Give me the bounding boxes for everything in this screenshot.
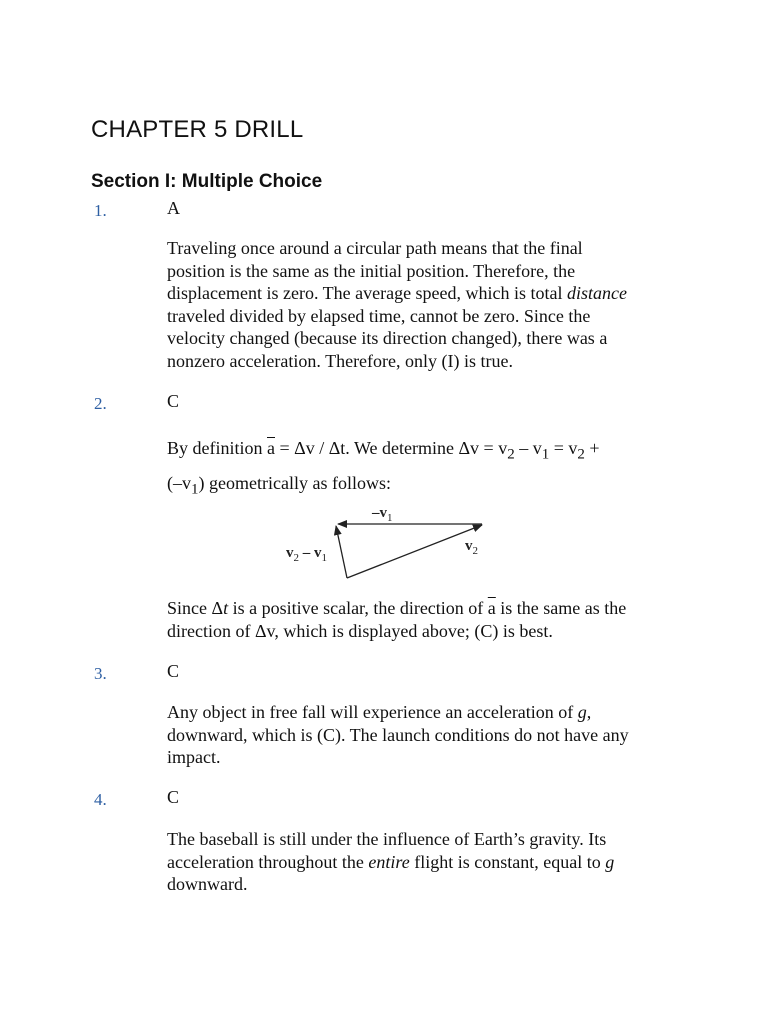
text: – v	[514, 438, 542, 458]
label-neg-v1: $-v_1$	[372, 505, 393, 524]
explanation-4-line: The baseball is still under the influence of Earth’s gravity. Its	[167, 829, 607, 849]
subscript: 2	[577, 446, 585, 463]
question-number-2: 2.	[94, 394, 107, 413]
italic-g: g	[577, 702, 587, 722]
explanation-1	[167, 237, 687, 372]
emphasis-entire: entire	[368, 851, 410, 872]
answer-1: A	[167, 198, 180, 218]
text: (–v	[167, 472, 191, 493]
italic-t: t	[223, 598, 229, 618]
subscript: 1	[541, 446, 550, 463]
explanation-3	[167, 701, 687, 769]
subscript: 1	[191, 481, 199, 498]
explanation-2-line	[167, 434, 687, 469]
question-number-3: 3.	[94, 664, 107, 683]
answer-4: C	[167, 787, 180, 807]
explanation-1-line: velocity changed (because its direction changed), there was a	[167, 328, 608, 348]
text: is a positive scalar, the direction of	[228, 598, 484, 618]
explanation-2b-line	[167, 597, 687, 620]
acceleration-symbol: $\overline{a}$	[267, 438, 275, 458]
text: ,	[586, 702, 592, 722]
text: ) geometrically as follows:	[198, 472, 391, 493]
text: = Δv / Δt. We determine Δv = v	[279, 438, 508, 458]
label-v2-minus-v1: $v_2 - v_1$	[286, 545, 327, 564]
section-title: Section I: Multiple Choice	[91, 171, 323, 192]
explanation-2b-line: direction of Δv, which is displayed above; (C) is best.	[167, 620, 553, 641]
label-v2: $v_2$	[465, 538, 478, 557]
explanation-3-line	[167, 701, 687, 724]
explanation-4-line: downward.	[167, 874, 248, 894]
text: +	[584, 438, 600, 458]
text: is the same as the	[500, 598, 627, 618]
explanation-1-line: Traveling once around a circular path means that the final	[167, 238, 583, 258]
v2-arrow	[347, 525, 482, 578]
text: Since Δ	[167, 598, 224, 618]
explanation-4-line	[167, 851, 687, 874]
explanation-1-line: nonzero acceleration. Therefore, only (I) is true.	[167, 350, 513, 371]
explanation-2-line	[167, 469, 687, 504]
explanation-1-line: traveled divided by elapsed time, cannot be zero. Since the	[167, 305, 591, 326]
text: acceleration throughout the	[167, 851, 364, 872]
answer-2: C	[167, 391, 180, 411]
text: = v	[549, 438, 578, 458]
difference-arrow	[336, 526, 347, 578]
emphasis-distance: distance	[567, 283, 628, 303]
explanation-2b	[167, 597, 687, 642]
subscript: 2	[507, 446, 515, 463]
explanation-4	[167, 828, 687, 896]
answer-3: C	[167, 661, 180, 681]
text: displacement is zero. The average speed, which is total	[167, 283, 563, 303]
acceleration-symbol: $\overline{a}$	[487, 598, 496, 618]
explanation-3-line: impact.	[167, 747, 221, 767]
question-number-4: 4.	[94, 790, 107, 809]
explanation-3-line: downward, which is (C). The launch conditions do not have any	[167, 724, 629, 745]
explanation-1-line: position is the same as the initial position. Therefore, the	[167, 260, 576, 281]
italic-g: g	[605, 851, 615, 872]
chapter-title: CHAPTER 5 DRILL	[91, 116, 304, 143]
text: flight is constant, equal to	[414, 851, 601, 872]
vector-diagram	[284, 505, 494, 585]
explanation-2	[167, 434, 687, 503]
text: By definition	[167, 438, 263, 458]
explanation-1-line	[167, 282, 687, 305]
question-number-1: 1.	[94, 201, 107, 220]
text: Any object in free fall will experience an acceleration of	[167, 702, 574, 722]
